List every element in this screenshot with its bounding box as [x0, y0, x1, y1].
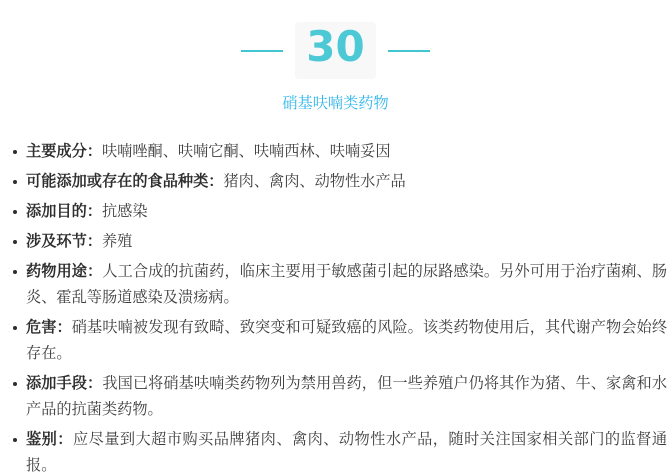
item-text: 人工合成的抗菌药，临床主要用于敏感菌引起的尿路感染。另外可用于治疗菌痢、肠炎、霍乱等肠道感染及溃疡病。	[26, 263, 668, 306]
item-label: 药物用途：	[26, 263, 103, 280]
item-label: 鉴别：	[26, 431, 73, 448]
list-item-identification	[26, 427, 667, 476]
list-item-main-ingredients	[26, 139, 667, 165]
item-text: 硝基呋喃被发现有致畸、致突变和可疑致癌的风险。该类药物使用后，其代谢产物会始终存在。	[26, 319, 668, 362]
list-item-drug-use	[26, 259, 667, 311]
item-label: 添加手段：	[26, 375, 103, 392]
item-text: 抗感染	[101, 203, 148, 220]
list-item-purpose	[26, 199, 667, 225]
item-label: 危害：	[26, 319, 72, 336]
list-item-food-types	[26, 169, 667, 195]
item-label: 涉及环节：	[26, 233, 102, 250]
left-dash-divider	[241, 50, 283, 52]
list-item-stage	[26, 229, 667, 255]
right-dash-divider	[388, 50, 430, 52]
item-text: 养殖	[101, 233, 133, 250]
section-title: 硝基呋喃类药物	[282, 95, 389, 112]
item-text: 呋喃唑酮、呋喃它酮、呋喃西林、呋喃妥因	[101, 143, 391, 160]
item-text: 我国已将硝基呋喃类药物列为禁用兽药，但一些养殖户仍将其作为猪、牛、家禽和水产品的抗菌类药物。	[26, 375, 668, 418]
section-header	[0, 22, 671, 79]
item-label: 可能添加或存在的食品种类：	[26, 173, 224, 190]
list-item-addition-method	[26, 371, 667, 423]
item-label: 主要成分：	[26, 143, 102, 160]
section-number: 30	[306, 22, 365, 71]
list-item-harm	[26, 315, 667, 367]
item-text: 猪肉、禽肉、动物性水产品	[223, 173, 406, 190]
item-label: 添加目的：	[26, 203, 102, 220]
item-text: 应尽量到大超市购买品牌猪肉、禽肉、动物性水产品，随时关注国家相关部门的监督通报。	[26, 431, 668, 474]
info-list	[0, 139, 671, 476]
section-number-box	[295, 22, 375, 79]
